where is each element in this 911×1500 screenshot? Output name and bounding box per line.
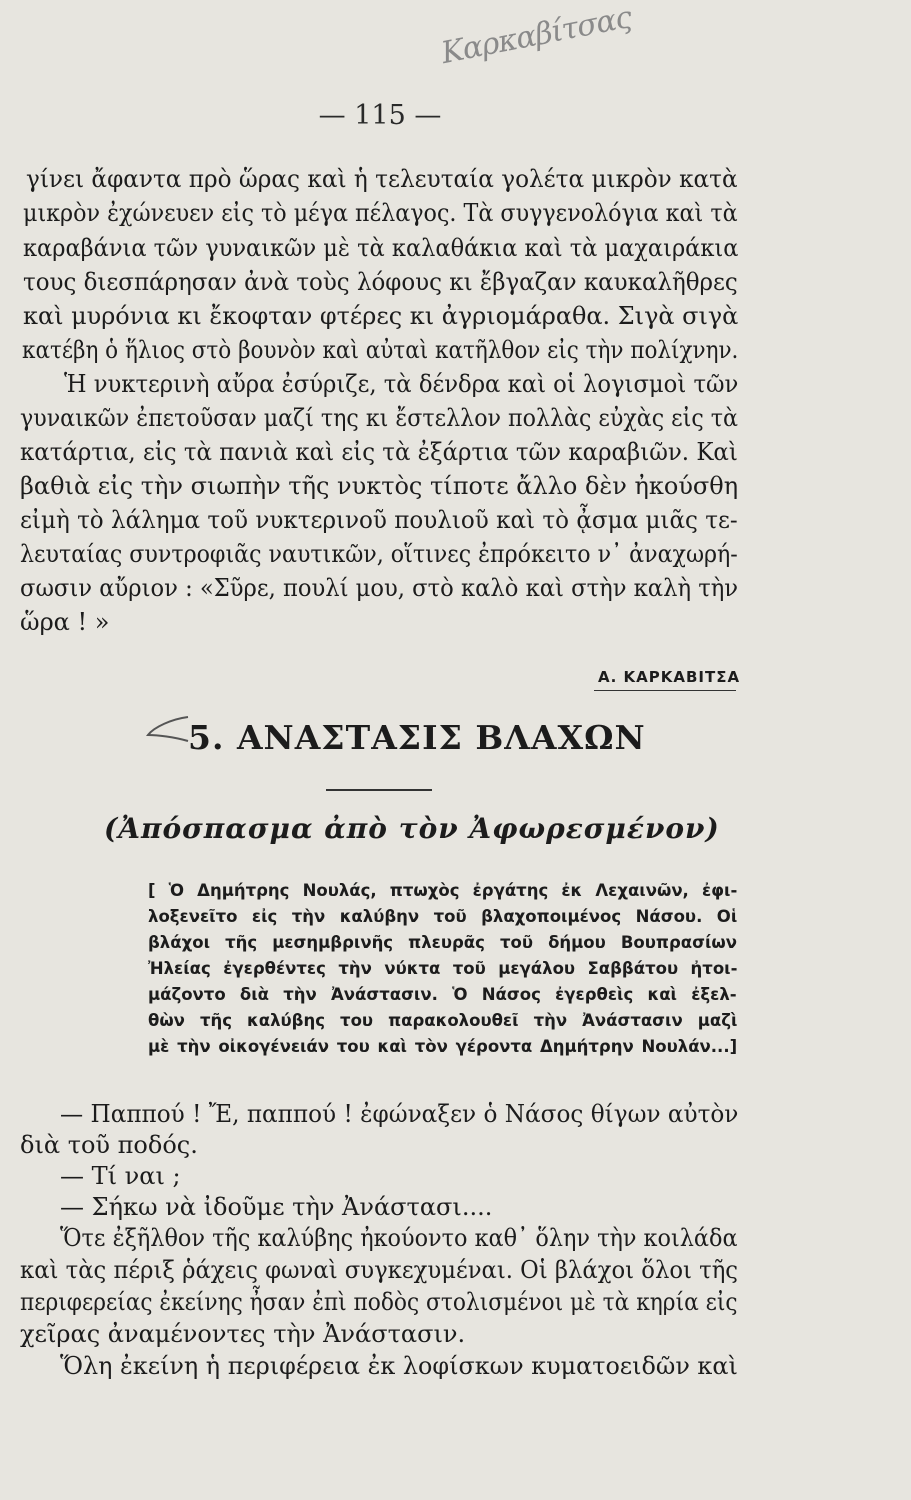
intro-line: μὲ τὴν οἰκογένειάν του καὶ τὸν γέροντα Δημήτρην Νουλάν...] [148,1037,738,1056]
passage-line: καραβάνια τῶν γυναικῶν μὲ τὰ καλαθάκια καὶ τὰ μαχαιράκια [23,234,739,262]
intro-line: [ Ὁ Δημήτρης Νουλάς, πτωχὸς ἐργάτης ἐκ Λεχαινῶν, ἐφι- [148,881,738,900]
story-line: καὶ τὰς πέριξ ῥάχεις φωναὶ συγκεχυμέναι. Οἱ βλάχοι ὅλοι τῆς [20,1256,739,1284]
passage-line: τους διεσπάρησαν ἀνὰ τοὺς λόφους κι ἔβγαζαν καυκαλῆθρες [23,268,738,296]
passage-line: κατέβη ὁ ἥλιος στὸ βουνὸν καὶ αὐταὶ κατῆλθον εἰς τὴν πολίχνην. [22,336,739,364]
page-number: — 115 — [318,100,442,131]
story-line: Ὅλη ἐκείνη ἡ περιφέρεια ἐκ λοφίσκων κυματοειδῶν καὶ [60,1352,738,1380]
passage-line: Ἡ νυκτερινὴ αὔρα ἐσύριζε, τὰ δένδρα καὶ οἱ λογισμοὶ τῶν [64,370,739,398]
passage-line: λευταίας συντροφιᾶς ναυτικῶν, οἵτινες ἐπρόκειτο ν᾽ ἀναχωρή- [20,540,738,568]
intro-line: βλάχοι τῆς μεσημβρινῆς πλευρᾶς τοῦ δήμου Βουπρασίων [148,933,737,952]
story-line: — Σήκω νὰ ἰδοῦμε τὴν Ἀνάστασι.... [60,1193,493,1221]
author-rule [594,690,736,691]
intro-line: λοξενεῖτο εἰς τὴν καλύβην τοῦ βλαχοποιμένος Νάσου. Οἱ [148,907,738,926]
story-line: — Παππού ! Ἔ, παππού ! ἐφώναξεν ὁ Νάσος θίγων αὐτὸν [60,1100,739,1128]
passage-line: γυναικῶν ἐπετοῦσαν μαζί της κι ἔστελλον πολλὰς εὐχὰς εἰς τὰ [20,404,738,432]
pencil-mark-icon [144,713,192,747]
intro-line: μάζοντο διὰ τὴν Ἀνάστασιν. Ὁ Νάσος ἐγερθεὶς καὶ ἐξελ- [148,985,737,1004]
passage-line: καὶ μυρόνια κι ἔκοφταν φτέρες κι ἀγριομάραθα. Σιγὰ σιγὰ [23,302,739,330]
handwritten-note: Καρκαβίτσας [438,0,635,72]
passage-line: μικρὸν ἐχώνευεν εἰς τὸ μέγα πέλαγος. Τὰ συγγενολόγια καὶ τὰ [23,199,738,227]
section-subtitle: (Ἀπόσπασμα ἀπὸ τὸν Ἀφωρεσμένον) [104,812,720,845]
story-line: διὰ τοῦ ποδός. [20,1131,198,1159]
title-rule [326,789,432,791]
passage-line: κατάρτια, εἰς τὰ πανιὰ καὶ εἰς τὰ ἐξάρτια τῶν καραβιῶν. Καὶ [20,438,738,466]
author-signature: Α. ΚΑΡΚΑΒΙΤΣΑ [598,668,741,686]
section-title: 5. ΑΝΑΣΤΑΣΙΣ ΒΛΑΧΩΝ [188,718,646,757]
passage-line: γίνει ἄφαντα πρὸ ὥρας καὶ ἡ τελευταία γολέτα μικρὸν κατὰ [26,165,738,193]
story-line: χεῖρας ἀναμένοντες τὴν Ἀνάστασιν. [20,1320,466,1348]
intro-line: Ἠλείας ἐγερθέντες τὴν νύκτα τοῦ μεγάλου Σαββάτου ἠτοι- [148,959,738,978]
passage-line: σωσιν αὔριον : «Σῦρε, πουλί μου, στὸ καλὸ καὶ στὴν καλὴ τὴν [20,574,739,602]
passage-line: εἰμὴ τὸ λάλημα τοῦ νυκτερινοῦ πουλιοῦ καὶ τὸ ᾆσμα μιᾶς τε- [20,506,738,534]
intro-line: θὼν τῆς καλύβης του παρακολουθεῖ τὴν Ἀνάστασιν μαζὶ [148,1011,738,1030]
story-line: Ὅτε ἐξῆλθον τῆς καλύβης ἠκούοντο καθ᾽ ὅλην τὴν κοιλάδα [60,1224,738,1252]
story-line: — Τί ναι ; [60,1162,181,1190]
story-line: περιφερείας ἐκείνης ἦσαν ἐπὶ ποδὸς στολισμένοι μὲ τὰ κηρία εἰς [20,1288,738,1316]
passage-line: βαθιὰ εἰς τὴν σιωπὴν τῆς νυκτὸς τίποτε ἄλλο δὲν ἠκούσθη [20,472,739,500]
passage-line: ὥρα ! » [20,608,110,636]
